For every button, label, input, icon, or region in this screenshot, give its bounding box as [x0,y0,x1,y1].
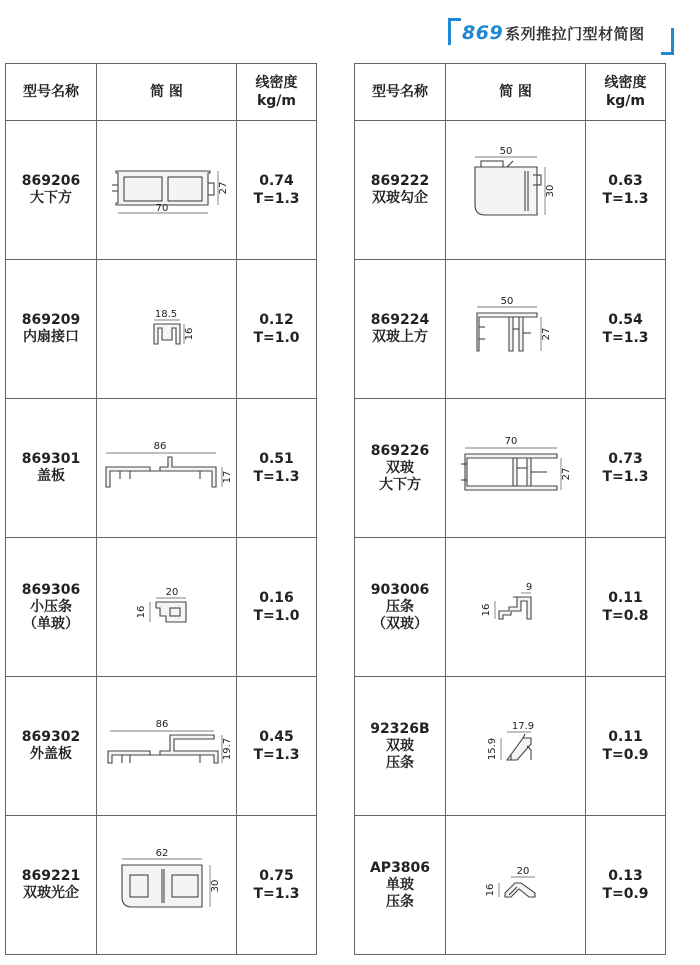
density-cell [586,399,666,538]
dimension-height: 16 [183,327,195,341]
thickness-value: T=1.3 [602,469,649,485]
density-cell [237,677,317,816]
page-header [448,14,678,52]
dimension-height: 30 [209,879,221,893]
density-cell [237,816,317,955]
density-cell [586,260,666,399]
model-code: 903006 [370,581,430,598]
model-name-note: （双玻） [372,615,428,632]
density-cell [586,677,666,816]
series-number: 869 [462,22,504,44]
thickness-value: T=1.3 [253,191,300,207]
dimension-width: 9 [525,582,532,593]
profile-table-right [354,63,666,955]
dimension-height: 19.7 [221,737,233,761]
density-cell [586,121,666,260]
dimension-width: 50 [500,296,513,307]
drawing-cell [97,121,237,260]
dimension-width: 70 [504,436,517,447]
column-header-drawing: 简 图 [446,64,586,121]
profile-drawing-869209 [102,294,232,364]
density-value: 0.11 [608,590,643,606]
profile-drawing-869222 [451,145,581,235]
profile-drawing-869221 [102,845,232,925]
model-code: 869222 [370,173,430,189]
density-header-line1: 线密度 [604,75,647,91]
profile-drawing-869226 [451,428,581,508]
table-row [355,399,666,538]
density-header-unit: kg/m [256,93,297,109]
profile-drawing-903006 [451,567,581,647]
model-name: 双玻 [386,459,414,476]
dimension-height: 16 [135,605,147,619]
drawing-cell [446,538,586,677]
thickness-value: T=0.9 [602,886,649,902]
dimension-height: 17 [221,470,233,484]
profile-drawing-869302 [100,711,234,781]
density-value: 0.63 [608,173,643,189]
model-code: 869209 [21,312,81,328]
density-cell [237,121,317,260]
drawing-cell [97,816,237,955]
model-cell [355,677,446,816]
model-name-line2: 压条 [386,754,414,771]
model-name: 内扇接口 [23,329,79,345]
profile-drawing-869306 [102,572,232,642]
dimension-width: 86 [153,441,166,452]
model-name: 双玻光企 [23,885,79,901]
dimension-width: 62 [155,848,168,859]
model-code: 92326B [370,720,430,737]
table-row [6,538,317,677]
profile-table-left [5,63,317,955]
density-value: 0.51 [259,451,294,467]
model-cell [6,121,97,260]
density-value: 0.11 [608,729,643,745]
density-cell [237,538,317,677]
table-header-row [355,64,666,121]
density-value: 0.16 [259,590,294,606]
model-cell [6,816,97,955]
model-code: 869224 [370,312,430,328]
thickness-value: T=0.8 [602,608,649,624]
table-row [6,399,317,538]
density-cell [237,260,317,399]
density-cell [586,816,666,955]
model-name: 单玻 [386,876,414,893]
density-value: 0.13 [608,868,643,884]
density-cell [237,399,317,538]
density-header-unit: kg/m [605,93,646,109]
model-cell [355,121,446,260]
title-text: 系列推拉门型材简图 [505,25,645,43]
model-code: 869301 [21,451,81,467]
drawing-cell [97,677,237,816]
model-name-line2: 压条 [386,893,414,910]
density-header-line1: 线密度 [255,75,298,91]
model-name: 双玻 [386,737,414,754]
table-row [355,677,666,816]
profile-drawing-869301 [100,433,234,503]
density-value: 0.73 [608,451,643,467]
thickness-value: T=1.3 [253,469,300,485]
table-row [355,816,666,955]
thickness-value: T=1.0 [253,608,300,624]
column-header-density [586,64,666,121]
model-name: 小压条 [30,598,72,615]
table-header-row [6,64,317,121]
drawing-cell [446,260,586,399]
model-cell [355,260,446,399]
profile-drawing-AP3806 [451,845,581,925]
profile-drawing-869224 [451,289,581,369]
dimension-width: 50 [499,146,512,157]
model-cell [6,677,97,816]
dimension-height: 16 [480,603,492,617]
model-name-line2: 大下方 [379,476,421,493]
dimension-height: 27 [217,181,229,195]
dimension-height: 16 [484,883,496,897]
model-code: 869221 [21,868,81,884]
page-title [462,22,645,44]
model-code: AP3806 [369,859,431,876]
model-cell [355,399,446,538]
header-bracket-left [448,18,461,45]
header-bracket-right [661,28,674,55]
thickness-value: T=1.3 [602,330,649,346]
column-header-density [237,64,317,121]
dimension-height: 30 [544,184,556,198]
model-code: 869302 [21,729,81,745]
model-name-note: （单玻） [23,615,79,632]
model-name: 双玻上方 [372,329,428,345]
table-row [355,260,666,399]
dimension-width: 86 [155,719,168,730]
column-header-model: 型号名称 [6,64,97,121]
model-cell [355,538,446,677]
model-code: 869306 [21,581,81,598]
table-row [355,121,666,260]
model-name: 双玻勾企 [372,190,428,206]
table-row [355,538,666,677]
drawing-cell [97,399,237,538]
density-cell [586,538,666,677]
profile-drawing-92326B [451,706,581,786]
column-header-model: 型号名称 [355,64,446,121]
thickness-value: T=1.3 [253,747,300,763]
density-value: 0.54 [608,312,643,328]
drawing-cell [97,260,237,399]
dimension-width: 70 [155,203,168,214]
thickness-value: T=1.0 [253,330,300,346]
thickness-value: T=0.9 [602,747,649,763]
dimension-height: 27 [540,327,552,341]
drawing-cell [97,538,237,677]
dimension-width: 18.5 [154,309,177,320]
table-row [6,260,317,399]
table-row [6,816,317,955]
dimension-width: 17.9 [511,721,534,732]
density-value: 0.45 [259,729,294,745]
thickness-value: T=1.3 [253,886,300,902]
model-name: 压条 [386,598,414,615]
model-name: 盖板 [37,468,65,484]
model-name: 大下方 [30,190,72,206]
model-cell [6,538,97,677]
drawing-cell [446,816,586,955]
dimension-height: 27 [560,467,572,481]
model-code: 869226 [370,442,430,459]
density-value: 0.74 [259,173,294,189]
model-name: 外盖板 [30,746,72,762]
density-value: 0.12 [259,312,294,328]
density-value: 0.75 [259,868,294,884]
model-code: 869206 [21,173,81,189]
model-cell [6,399,97,538]
drawing-cell [446,121,586,260]
column-header-drawing: 简 图 [97,64,237,121]
drawing-cell [446,399,586,538]
drawing-cell [446,677,586,816]
table-row [6,121,317,260]
dimension-height: 15.9 [486,737,498,761]
table-row [6,677,317,816]
profile-drawing-869206 [102,155,232,225]
dimension-width: 20 [165,587,178,598]
thickness-value: T=1.3 [602,191,649,207]
model-cell [6,260,97,399]
dimension-width: 20 [516,866,529,877]
model-cell [355,816,446,955]
